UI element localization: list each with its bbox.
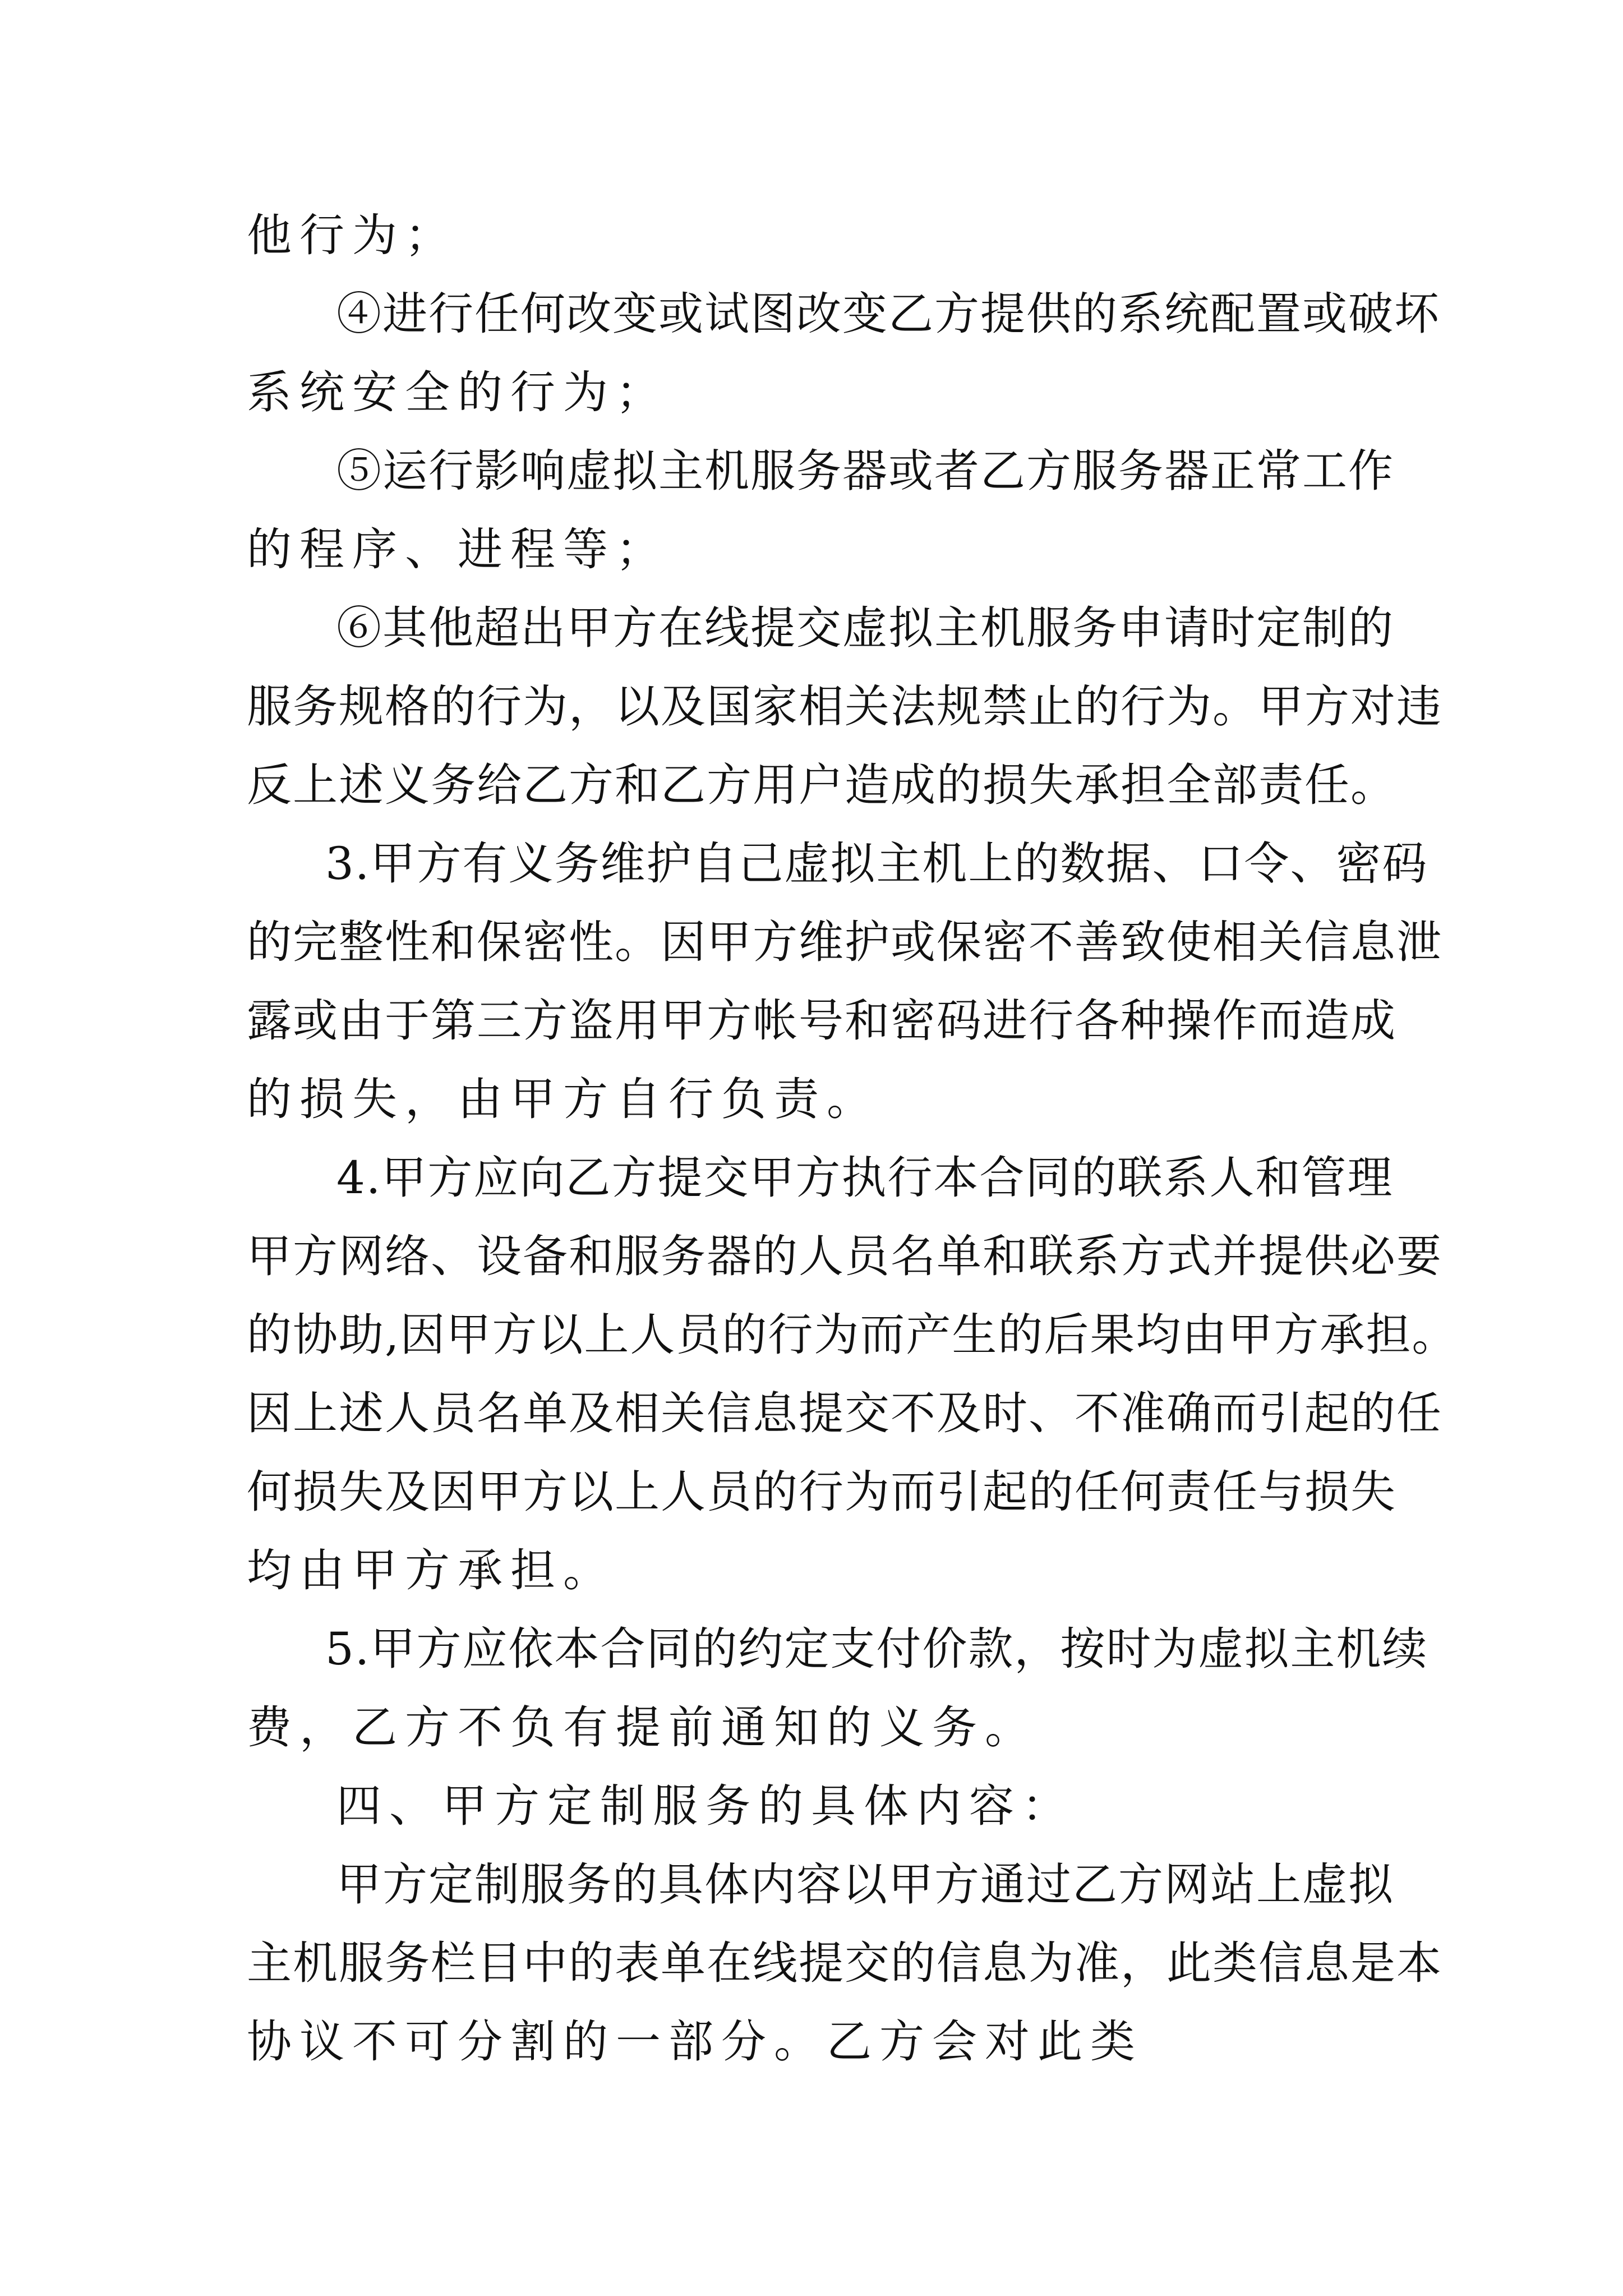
text-line: 的协助,因甲方以上人员的行为而产生的后果均由甲方承担。: [247, 1309, 1458, 1361]
text-line: ④进行任何改变或试图改变乙方提供的系统配置或破坏: [336, 288, 1440, 340]
text-line: 反上述义务给乙方和乙方用户造成的损失承担全部责任。: [247, 759, 1396, 811]
text-line: 主机服务栏目中的表单在线提交的信息为准，此类信息是本: [247, 1937, 1442, 1989]
text-line: 3.甲方有义务维护自己虚拟主机上的数据、口令、密码: [325, 838, 1428, 890]
text-line: 费，乙方不负有提前通知的义务。: [247, 1701, 1038, 1754]
text-line: 他行为；: [247, 209, 458, 261]
text-line: 何损失及因甲方以上人员的行为而引起的任何责任与损失: [247, 1466, 1396, 1518]
text-line: 露或由于第三方盗用甲方帐号和密码进行各种操作而造成: [247, 995, 1396, 1047]
text-line: ⑥其他超出甲方在线提交虚拟主机服务申请时定制的: [336, 602, 1394, 654]
text-line: 的完整性和保密性。因甲方维护或保密不善致使相关信息泄: [247, 916, 1442, 968]
text-line: 均由甲方承担。: [247, 1544, 616, 1596]
text-line: ⑤运行影响虚拟主机服务器或者乙方服务器正常工作: [336, 445, 1394, 497]
text-line: 的损失，由甲方自行负责。: [247, 1073, 879, 1125]
text-line: 服务规格的行为，以及国家相关法规禁止的行为。甲方对违: [247, 680, 1442, 733]
text-line: 甲方网络、设备和服务器的人员名单和联系方式并提供必要: [247, 1230, 1442, 1282]
text-line: 因上述人员名单及相关信息提交不及时、不准确而引起的任: [247, 1387, 1442, 1439]
text-line: 系统安全的行为；: [247, 366, 668, 418]
text-line: 的程序、进程等；: [247, 523, 668, 576]
text-line: 4.甲方应向乙方提交甲方执行本合同的联系人和管理: [336, 1152, 1394, 1204]
text-line: 甲方定制服务的具体内容以甲方通过乙方网站上虚拟: [336, 1858, 1394, 1911]
text-line: 协议不可分割的一部分。乙方会对此类: [247, 2016, 1143, 2068]
section-heading: 四、甲方定制服务的具体内容：: [336, 1780, 1075, 1832]
text-line: 5.甲方应依本合同的约定支付价款，按时为虚拟主机续: [325, 1623, 1428, 1675]
